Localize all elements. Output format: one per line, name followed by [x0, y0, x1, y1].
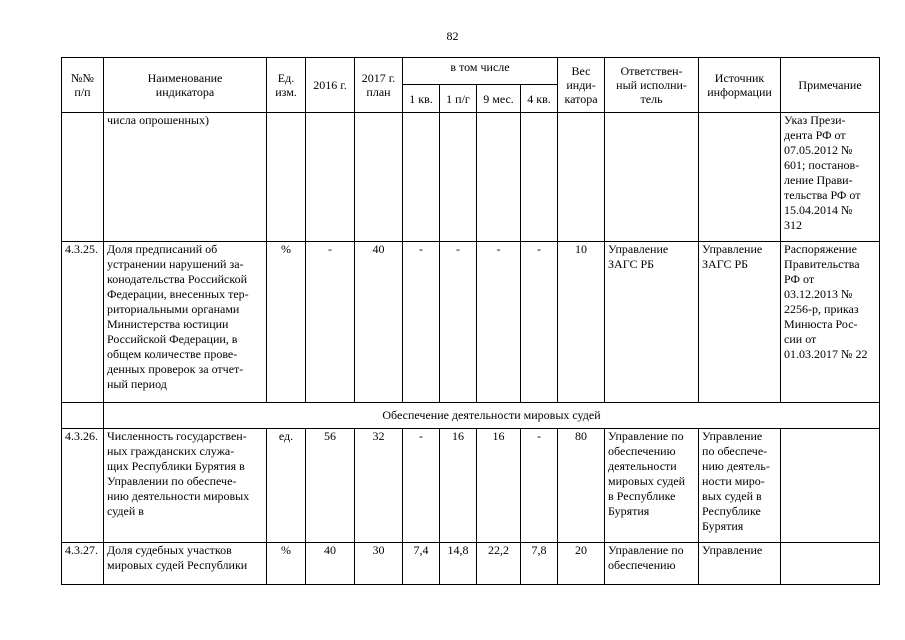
row-q4: - [521, 242, 558, 403]
header-9m: 9 мес. [477, 85, 521, 113]
row-h1 [440, 113, 477, 242]
table-row [62, 113, 880, 242]
row-num [62, 113, 104, 242]
row-name: числа опрошенных) [104, 113, 267, 242]
row-h1: 16 [440, 429, 477, 543]
row-num: 4.3.26. [62, 429, 104, 543]
header-unit: Ед. изм. [267, 58, 306, 113]
header-name: Наименование индикатора [104, 58, 267, 113]
header-including: в том числе [403, 58, 558, 85]
table-row [62, 543, 880, 585]
row-2016: 40 [306, 543, 355, 585]
header-weight: Вес инди- катора [558, 58, 605, 113]
row-9m [477, 113, 521, 242]
row-responsible: Управление ЗАГС РБ [605, 242, 699, 403]
row-weight: 10 [558, 242, 605, 403]
row-q1 [403, 113, 440, 242]
row-q4 [521, 113, 558, 242]
row-num: 4.3.27. [62, 543, 104, 585]
row-h1: 14,8 [440, 543, 477, 585]
row-source: Управление по обеспече- нию деятель- ности миро- вых судей в Республике Бурятия [699, 429, 781, 543]
table-row [62, 429, 880, 543]
row-note [781, 543, 880, 585]
header-responsible: Ответствен- ный исполни- тель [605, 58, 699, 113]
row-q4: 7,8 [521, 543, 558, 585]
row-2017: 40 [355, 242, 403, 403]
row-unit: % [267, 242, 306, 403]
header-num: №№ п/п [62, 58, 104, 113]
header-2016: 2016 г. [306, 58, 355, 113]
row-weight: 20 [558, 543, 605, 585]
row-2017 [355, 113, 403, 242]
row-note: Указ Прези- дента РФ от 07.05.2012 № 601; постанов- ление Прави- тельства РФ от 15.04.2014 № 312 [781, 113, 880, 242]
row-source: Управление ЗАГС РБ [699, 242, 781, 403]
row-note: Распоряжение Правительства РФ от 03.12.2013 № 2256-р, приказ Минюста Рос- сии от 01.03.2017 № 22 [781, 242, 880, 403]
row-2017: 32 [355, 429, 403, 543]
row-name: Численность государствен- ных гражданских служа- щих Республики Бурятия в Управлении по обеспече- нию деятельности мировых судей в [104, 429, 267, 543]
row-q1: - [403, 429, 440, 543]
row-2016: - [306, 242, 355, 403]
row-weight: 80 [558, 429, 605, 543]
row-9m: 16 [477, 429, 521, 543]
row-unit [267, 113, 306, 242]
header-q4: 4 кв. [521, 85, 558, 113]
row-2016: 56 [306, 429, 355, 543]
row-q1: 7,4 [403, 543, 440, 585]
header-2017-plan: 2017 г. план [355, 58, 403, 113]
header-source: Источник информации [699, 58, 781, 113]
row-2016 [306, 113, 355, 242]
header-note: Примечание [781, 58, 880, 113]
indicators-table [61, 57, 880, 585]
row-unit: % [267, 543, 306, 585]
row-num: 4.3.25. [62, 242, 104, 403]
header-q1: 1 кв. [403, 85, 440, 113]
row-responsible: Управление по обеспечению деятельности мировых судей в Республике Бурятия [605, 429, 699, 543]
row-2017: 30 [355, 543, 403, 585]
row-q4: - [521, 429, 558, 543]
row-9m: 22,2 [477, 543, 521, 585]
row-name: Доля предписаний об устранении нарушений за- конодательства Российской Федерации, внесенных тер- риториальными органами Министерства юстиции Российской Федерации, в общем количестве прове- денных проверок за отчет- ный период [104, 242, 267, 403]
row-unit: ед. [267, 429, 306, 543]
header-row-1 [62, 58, 880, 85]
row-weight [558, 113, 605, 242]
row-responsible [605, 113, 699, 242]
row-source: Управление [699, 543, 781, 585]
row-9m: - [477, 242, 521, 403]
page-number: 82 [446, 29, 459, 43]
row-name: Доля судебных участков мировых судей Республики [104, 543, 267, 585]
section-spacer [62, 403, 104, 429]
row-h1: - [440, 242, 477, 403]
row-q1: - [403, 242, 440, 403]
row-source [699, 113, 781, 242]
header-h1: 1 п/г [440, 85, 477, 113]
table-row [62, 242, 880, 403]
row-responsible: Управление по обеспечению [605, 543, 699, 585]
section-row [62, 403, 880, 429]
row-note [781, 429, 880, 543]
section-title: Обеспечение деятельности мировых судей [104, 403, 880, 429]
